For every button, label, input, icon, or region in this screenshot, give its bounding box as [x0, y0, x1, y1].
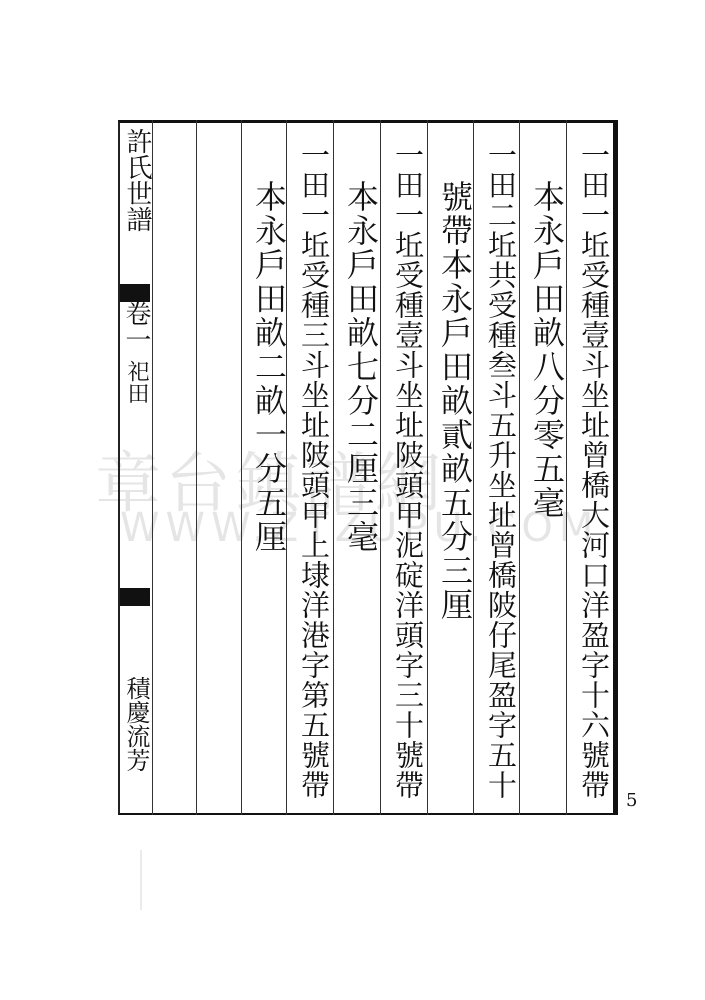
- text-column-8: 本永戶田畝二畝一分五厘: [250, 180, 288, 554]
- text-column-2: 本永戶田畝八分零五毫: [528, 180, 566, 520]
- text-column-7: 一田一坵受種三斗坐址陂頭甲上埭洋港字第五號帶: [297, 140, 331, 800]
- column-divider: [196, 120, 197, 815]
- hall-name: 積慶流芳: [122, 676, 150, 772]
- scan-mark: [140, 850, 142, 910]
- section-label: 祀田: [124, 360, 149, 404]
- text-column-4: 號帶本永戶田畝貳畝五分三厘: [436, 180, 474, 622]
- text-column-6: 本永戶田畝七分二厘三毫: [342, 180, 380, 554]
- text-column-5: 一田一坵受種壹斗坐址陂頭甲泥碇洋頭字三十號帶: [391, 140, 425, 800]
- column-divider: [241, 120, 242, 815]
- watermark-text: 章台鎮譜網: [95, 445, 445, 522]
- fish-tail-bottom: [120, 588, 150, 606]
- text-column-3: 一田二坵共受種叁斗五升坐址曾橋陂仔尾盈字五十: [484, 140, 518, 800]
- margin-divider: [152, 120, 153, 815]
- page-number: 5: [626, 790, 638, 811]
- text-column-1: 一田一坵受種壹斗坐址曾橋大河口洋盈字十六號帶: [577, 140, 611, 800]
- book-title: 許氏世譜: [122, 128, 152, 232]
- watermark-url: WWW.ZTZUPU.COM: [120, 505, 600, 551]
- volume-label: 卷一: [121, 300, 151, 352]
